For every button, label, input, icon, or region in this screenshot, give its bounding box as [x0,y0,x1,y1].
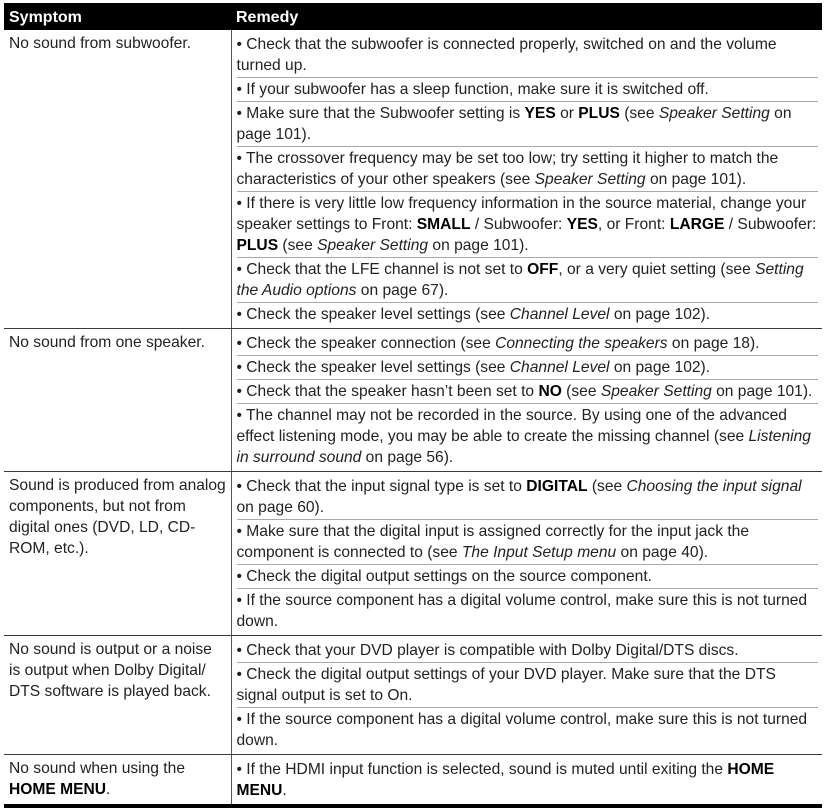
text-segment: • Check the speaker level settings (see [236,306,510,323]
text-segment: / Subwoofer: [470,216,567,233]
bold-setting-text: PLUS [236,237,279,254]
page-reference-text: Speaker Setting [317,237,429,254]
remedy-item [237,192,819,258]
page-reference-text: Speaker Setting [600,383,712,400]
text-segment: on page 40). [616,544,709,561]
troubleshooting-page [4,3,822,808]
remedy-item [237,303,819,326]
text-segment: / Subwoofer: [724,216,817,233]
remedy-item [237,33,819,78]
bold-setting-text: YES [524,105,556,122]
text-segment: • Check that the LFE channel is not set to [236,261,528,278]
text-segment: • If the source component has a digital volume control, make sure this is not turned down. [236,711,808,749]
page-reference-text: Channel Level [509,359,610,376]
remedy-item [237,520,819,565]
remedy-item [237,102,819,147]
text-segment: • If there is very little low frequency information in the source material, change your speaker settings to Front: [236,195,807,233]
bold-setting-text: HOME MENU [9,781,107,798]
page-reference-text: Setting the Audio options [236,261,804,299]
text-segment: on page 101). [711,383,813,400]
text-segment: • If the HDMI input function is selected, sound is muted until exiting the [236,761,728,778]
symptom-cell [4,636,231,755]
text-segment: on page 101). [236,105,792,143]
remedy-cell [231,329,822,472]
bold-setting-text: OFF [527,261,559,278]
text-segment: No sound is output or a noise is output when Dolby Digital/ DTS software is played back. [9,641,212,700]
table-header-row [4,3,822,30]
text-segment: on page 102). [609,306,711,323]
table-body [4,30,822,806]
page-reference-text: The Input Setup menu [461,544,617,561]
bold-setting-text: YES [566,216,598,233]
text-segment: • If the source component has a digital volume control, make sure this is not turned down. [236,592,808,630]
text-segment: • Make sure that the Subwoofer setting is [236,105,525,122]
page-reference-text: Channel Level [509,306,610,323]
text-segment: • Check the digital output settings of your DVD player. Make sure that the DTS signal output is set to On. [236,666,776,704]
page-reference-text: Speaker Setting [658,105,770,122]
symptom-cell [4,755,231,807]
text-segment: • Check the speaker level settings (see [236,359,510,376]
text-segment: • The channel may not be recorded in the source. By using one of the advanced effect listening mode, you may be able to create the missing channel (see [236,407,787,445]
remedy-item [237,332,819,356]
remedy-item [237,380,819,404]
table-row [4,30,822,329]
remedy-item [237,589,819,633]
remedy-cell [231,755,822,807]
text-segment: • Check the digital output settings on the source component. [236,568,652,585]
remedy-item [237,404,819,469]
text-segment: on page 56). [361,449,454,466]
remedy-cell [231,30,822,329]
remedy-item [237,758,819,802]
text-segment: . [106,781,111,798]
remedy-item [237,147,819,192]
text-segment: , or Front: [597,216,670,233]
text-segment: on page 60). [236,499,325,516]
page-reference-text: Listening in surround sound [236,428,811,466]
text-segment: (see [561,383,601,400]
text-segment: • Check that your DVD player is compatible with Dolby Digital/DTS discs. [236,642,739,659]
remedy-item [237,663,819,708]
table-row [4,472,822,636]
remedy-item [237,565,819,589]
text-segment: • Check that the input signal type is set to [236,478,527,495]
remedy-item [237,78,819,102]
text-segment: (see [619,105,659,122]
troubleshooting-table [4,3,822,808]
text-segment: (see [587,478,627,495]
bold-setting-text: NO [538,383,562,400]
text-segment: , or a very quiet setting (see [558,261,756,278]
text-segment: on page 102). [609,359,711,376]
remedy-item [237,475,819,520]
bold-setting-text: LARGE [669,216,725,233]
remedy-item [237,356,819,380]
remedy-cell [231,472,822,636]
text-segment: or [555,105,579,122]
page-reference-text: Choosing the input signal [626,478,802,495]
text-segment: on page 18). [667,335,760,352]
text-segment: No sound when using the [9,760,185,777]
text-segment: No sound from one speaker. [9,334,205,351]
symptom-cell [4,472,231,636]
text-segment: • Check the speaker connection (see [236,335,496,352]
remedy-column-header: Remedy [231,3,822,30]
text-segment: Sound is produced from analog components, but not from digital ones (DVD, LD, CD-ROM, etc.). [9,477,226,557]
text-segment: on page 101). [645,171,747,188]
table-row [4,636,822,755]
remedy-item [237,258,819,303]
symptom-cell [4,329,231,472]
text-segment: on page 67). [356,282,449,299]
text-segment: • Check that the speaker hasn’t been set to [236,383,539,400]
bold-setting-text: HOME MENU [236,761,775,799]
text-segment: on page 101). [428,237,529,254]
text-segment: (see [278,237,318,254]
table-row [4,329,822,472]
bold-setting-text: PLUS [578,105,620,122]
text-segment: No sound from subwoofer. [9,35,192,52]
remedy-item [237,708,819,752]
text-segment: • Check that the subwoofer is connected properly, switched on and the volume turned up. [236,36,777,74]
table-row [4,755,822,807]
bold-setting-text: DIGITAL [526,478,588,495]
symptom-cell [4,30,231,329]
text-segment: • The crossover frequency may be set too low; try setting it higher to match the characteristics of your other speakers (see [236,150,779,188]
symptom-column-header: Symptom [4,3,231,30]
text-segment: . [282,782,287,799]
bold-setting-text: SMALL [416,216,471,233]
text-segment: • Make sure that the digital input is assigned correctly for the input jack the component is connected to (see [236,523,750,561]
text-segment: • If your subwoofer has a sleep function, make sure it is switched off. [236,81,709,98]
page-reference-text: Speaker Setting [534,171,646,188]
remedy-item [237,639,819,663]
remedy-cell [231,636,822,755]
page-reference-text: Connecting the speakers [495,335,668,352]
